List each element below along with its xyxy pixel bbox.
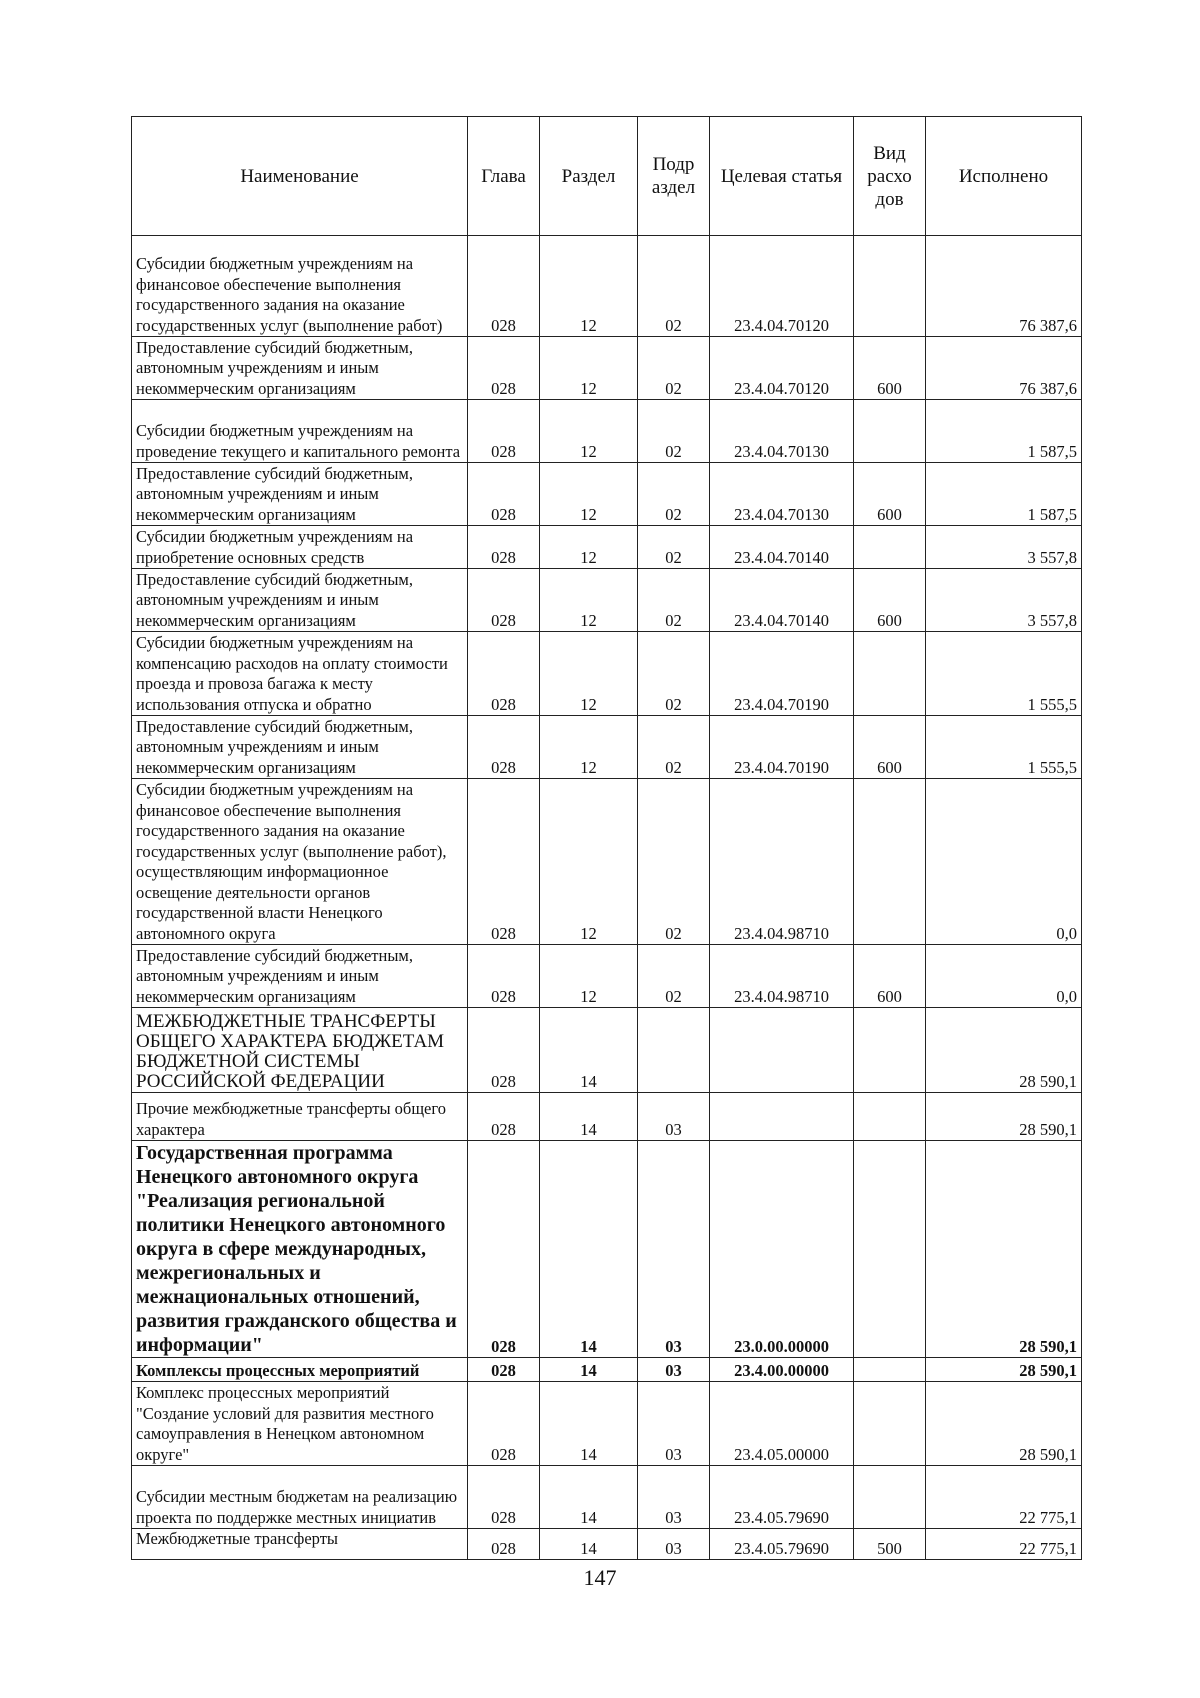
cell-ispolneno: 3 557,8 [926, 569, 1082, 632]
cell-razdel: 12 [540, 337, 638, 400]
cell-ispolneno: 1 555,5 [926, 716, 1082, 779]
cell-ispolneno: 1 587,5 [926, 400, 1082, 463]
header-podrazdel: Подр аздел [638, 117, 710, 236]
cell-name: Субсидии бюджетным учреждениям на проведение текущего и капитального ремонта [132, 400, 468, 463]
cell-glava: 028 [468, 463, 540, 526]
cell-ispolneno: 76 387,6 [926, 337, 1082, 400]
cell-razdel: 12 [540, 779, 638, 945]
cell-vid [854, 1093, 926, 1141]
cell-name: Межбюджетные трансферты [132, 1529, 468, 1560]
cell-glava: 028 [468, 716, 540, 779]
table-row [132, 526, 1082, 569]
cell-celevaya: 23.4.04.70130 [710, 400, 854, 463]
cell-razdel: 14 [540, 1093, 638, 1141]
cell-ispolneno: 0,0 [926, 945, 1082, 1008]
cell-vid [854, 400, 926, 463]
cell-celevaya: 23.4.05.00000 [710, 1382, 854, 1466]
table-row [132, 1382, 1082, 1466]
cell-podrazdel: 03 [638, 1093, 710, 1141]
cell-name: МЕЖБЮДЖЕТНЫЕ ТРАНСФЕРТЫ ОБЩЕГО ХАРАКТЕРА БЮДЖЕТАМ БЮДЖЕТНОЙ СИСТЕМЫ РОССИЙСКОЙ ФЕДЕРАЦИИ [132, 1008, 468, 1093]
cell-name: Комплекс процессных мероприятий "Создание условий для развития местного самоуправления в Ненецком автономном округе" [132, 1382, 468, 1466]
cell-name: Предоставление субсидий бюджетным, автономным учреждениям и иным некоммерческим организациям [132, 945, 468, 1008]
cell-celevaya: 23.4.00.00000 [710, 1358, 854, 1382]
cell-razdel: 14 [540, 1382, 638, 1466]
cell-podrazdel: 02 [638, 779, 710, 945]
table-row [132, 1358, 1082, 1382]
cell-glava: 028 [468, 1382, 540, 1466]
cell-celevaya: 23.0.00.00000 [710, 1141, 854, 1358]
cell-name: Предоставление субсидий бюджетным, автономным учреждениям и иным некоммерческим организациям [132, 463, 468, 526]
cell-podrazdel: 03 [638, 1529, 710, 1560]
table-row [132, 463, 1082, 526]
cell-vid: 600 [854, 716, 926, 779]
table-row [132, 236, 1082, 337]
cell-ispolneno: 28 590,1 [926, 1358, 1082, 1382]
cell-glava: 028 [468, 1141, 540, 1358]
cell-glava: 028 [468, 236, 540, 337]
cell-glava: 028 [468, 945, 540, 1008]
table-row [132, 1093, 1082, 1141]
cell-vid [854, 1466, 926, 1529]
cell-glava: 028 [468, 1008, 540, 1093]
cell-vid [854, 1382, 926, 1466]
cell-podrazdel [638, 1008, 710, 1093]
header-vid: Вид расхо дов [854, 117, 926, 236]
table-row [132, 632, 1082, 716]
cell-ispolneno: 28 590,1 [926, 1008, 1082, 1093]
cell-ispolneno: 28 590,1 [926, 1093, 1082, 1141]
cell-podrazdel: 02 [638, 526, 710, 569]
cell-razdel: 14 [540, 1466, 638, 1529]
cell-ispolneno: 22 775,1 [926, 1466, 1082, 1529]
cell-vid [854, 526, 926, 569]
cell-name: Предоставление субсидий бюджетным, автономным учреждениям и иным некоммерческим организациям [132, 716, 468, 779]
cell-podrazdel: 02 [638, 400, 710, 463]
cell-podrazdel: 02 [638, 716, 710, 779]
cell-celevaya [710, 1008, 854, 1093]
cell-celevaya: 23.4.04.70190 [710, 632, 854, 716]
table-row [132, 337, 1082, 400]
cell-name: Комплексы процессных мероприятий [132, 1358, 468, 1382]
table-row [132, 1008, 1082, 1093]
cell-ispolneno: 76 387,6 [926, 236, 1082, 337]
cell-glava: 028 [468, 569, 540, 632]
header-glava: Глава [468, 117, 540, 236]
cell-glava: 028 [468, 779, 540, 945]
cell-podrazdel: 03 [638, 1358, 710, 1382]
cell-celevaya: 23.4.04.70140 [710, 569, 854, 632]
cell-ispolneno: 28 590,1 [926, 1382, 1082, 1466]
cell-glava: 028 [468, 400, 540, 463]
cell-podrazdel: 03 [638, 1141, 710, 1358]
cell-glava: 028 [468, 526, 540, 569]
cell-ispolneno: 0,0 [926, 779, 1082, 945]
cell-celevaya: 23.4.04.70120 [710, 236, 854, 337]
cell-razdel: 14 [540, 1008, 638, 1093]
cell-razdel: 12 [540, 463, 638, 526]
cell-razdel: 14 [540, 1358, 638, 1382]
cell-glava: 028 [468, 1093, 540, 1141]
cell-celevaya: 23.4.05.79690 [710, 1466, 854, 1529]
budget-execution-table [131, 116, 1082, 1560]
cell-ispolneno: 3 557,8 [926, 526, 1082, 569]
cell-razdel: 12 [540, 400, 638, 463]
cell-name: Прочие межбюджетные трансферты общего характера [132, 1093, 468, 1141]
table-row [132, 1529, 1082, 1560]
cell-vid [854, 779, 926, 945]
cell-vid: 600 [854, 945, 926, 1008]
cell-vid [854, 1358, 926, 1382]
cell-razdel: 12 [540, 569, 638, 632]
cell-razdel: 12 [540, 716, 638, 779]
cell-vid: 600 [854, 569, 926, 632]
header-razdel: Раздел [540, 117, 638, 236]
table-row [132, 1466, 1082, 1529]
cell-name: Субсидии местным бюджетам на реализацию проекта по поддержке местных инициатив [132, 1466, 468, 1529]
cell-name: Субсидии бюджетным учреждениям на финансовое обеспечение выполнения государственного задания на оказание государственных услуг (выполнение работ) [132, 236, 468, 337]
cell-name: Предоставление субсидий бюджетным, автономным учреждениям и иным некоммерческим организациям [132, 569, 468, 632]
cell-podrazdel: 02 [638, 236, 710, 337]
header-celevaya: Целевая статья [710, 117, 854, 236]
cell-celevaya: 23.4.04.98710 [710, 779, 854, 945]
cell-razdel: 12 [540, 945, 638, 1008]
cell-razdel: 12 [540, 236, 638, 337]
table-row [132, 716, 1082, 779]
cell-celevaya: 23.4.04.70120 [710, 337, 854, 400]
table-header-row [132, 117, 1082, 236]
cell-vid [854, 236, 926, 337]
cell-podrazdel: 02 [638, 337, 710, 400]
cell-glava: 028 [468, 1529, 540, 1560]
cell-podrazdel: 02 [638, 632, 710, 716]
cell-name: Субсидии бюджетным учреждениям на компенсацию расходов на оплату стоимости проезда и провоза багажа к месту использования отпуска и обратно [132, 632, 468, 716]
cell-podrazdel: 03 [638, 1382, 710, 1466]
cell-podrazdel: 02 [638, 945, 710, 1008]
cell-podrazdel: 02 [638, 463, 710, 526]
cell-razdel: 14 [540, 1141, 638, 1358]
cell-glava: 028 [468, 1466, 540, 1529]
table-row [132, 1141, 1082, 1358]
cell-name: Государственная программа Ненецкого автономного округа "Реализация региональной политики Ненецкого автономного округа в сфере международных, межрегиональных и межнациональных отношений, развития гражданского общества и информации" [132, 1141, 468, 1358]
cell-name: Субсидии бюджетным учреждениям на финансовое обеспечение выполнения государственного задания на оказание государственных услуг (выполнение работ), осуществляющим информационное освещение деятельности органов государственной власти Ненецкого автономного округа [132, 779, 468, 945]
cell-glava: 028 [468, 632, 540, 716]
header-ispolneno: Исполнено [926, 117, 1082, 236]
table-row [132, 569, 1082, 632]
cell-glava: 028 [468, 337, 540, 400]
cell-celevaya [710, 1093, 854, 1141]
cell-podrazdel: 03 [638, 1466, 710, 1529]
table-row [132, 400, 1082, 463]
cell-vid: 600 [854, 337, 926, 400]
cell-razdel: 12 [540, 526, 638, 569]
cell-glava: 028 [468, 1358, 540, 1382]
cell-razdel: 12 [540, 632, 638, 716]
cell-celevaya: 23.4.05.79690 [710, 1529, 854, 1560]
cell-ispolneno: 28 590,1 [926, 1141, 1082, 1358]
cell-celevaya: 23.4.04.70140 [710, 526, 854, 569]
cell-vid [854, 632, 926, 716]
cell-ispolneno: 22 775,1 [926, 1529, 1082, 1560]
cell-ispolneno: 1 587,5 [926, 463, 1082, 526]
cell-celevaya: 23.4.04.70190 [710, 716, 854, 779]
header-name: Наименование [132, 117, 468, 236]
cell-name: Предоставление субсидий бюджетным, автономным учреждениям и иным некоммерческим организациям [132, 337, 468, 400]
cell-podrazdel: 02 [638, 569, 710, 632]
table-row [132, 779, 1082, 945]
table-row [132, 945, 1082, 1008]
cell-ispolneno: 1 555,5 [926, 632, 1082, 716]
cell-vid: 500 [854, 1529, 926, 1560]
cell-vid [854, 1008, 926, 1093]
cell-celevaya: 23.4.04.98710 [710, 945, 854, 1008]
cell-vid: 600 [854, 463, 926, 526]
page-number: 147 [583, 1565, 617, 1590]
cell-vid [854, 1141, 926, 1358]
cell-celevaya: 23.4.04.70130 [710, 463, 854, 526]
cell-name: Субсидии бюджетным учреждениям на приобретение основных средств [132, 526, 468, 569]
cell-razdel: 14 [540, 1529, 638, 1560]
